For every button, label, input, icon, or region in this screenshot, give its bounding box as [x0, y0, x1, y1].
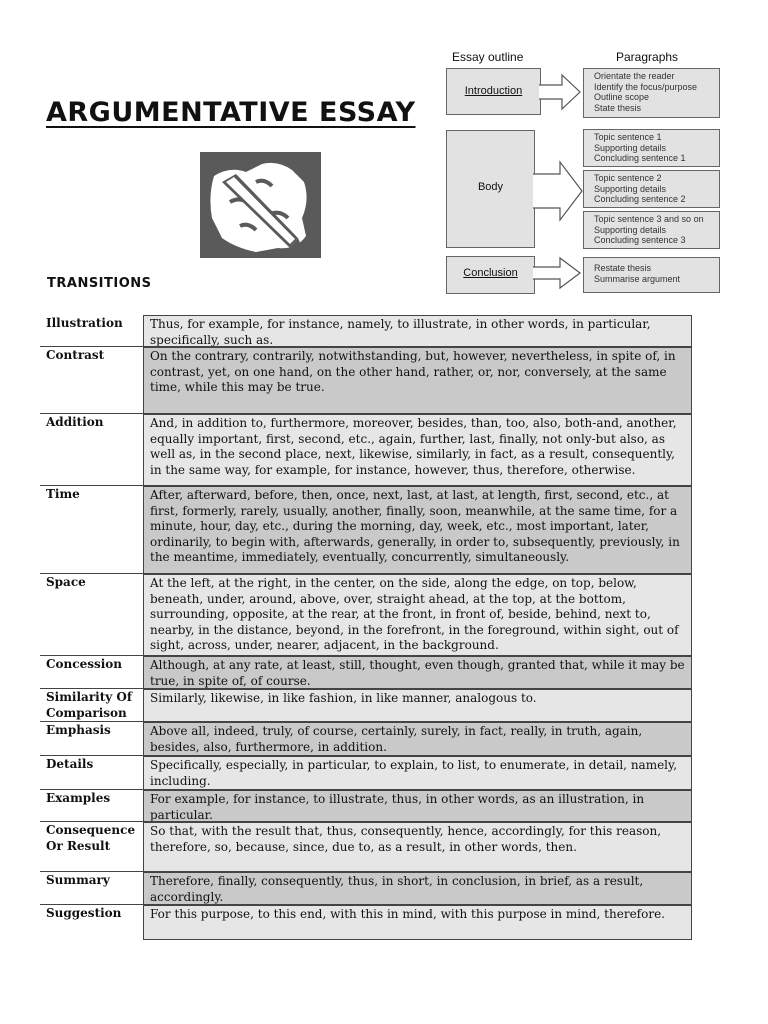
arrow-right-icon	[538, 72, 582, 112]
body-paragraph-1-box: Topic sentence 1 Supporting details Concluding sentence 1	[583, 129, 720, 167]
table-row	[40, 486, 692, 574]
table-row	[40, 822, 692, 872]
essay-outline-diagram	[440, 48, 730, 298]
table-row	[40, 656, 692, 689]
category-label: Details	[46, 757, 94, 771]
table-row	[40, 905, 692, 940]
intro-paragraph-box: Orientate the reader Identify the focus/purpose Outline scope State thesis	[583, 68, 720, 118]
section-heading: TRANSITIONS	[47, 276, 152, 291]
category-label: Addition	[46, 415, 104, 429]
table-row	[40, 689, 692, 722]
conclusion-box: Conclusion	[446, 256, 535, 294]
transition-words: For example, for instance, to illustrate, thus, in other words, as an illustration, in particular.	[143, 790, 692, 822]
category-label: Concession	[46, 657, 123, 671]
body-paragraph-3-box: Topic sentence 3 and so on Supporting details Concluding sentence 3	[583, 211, 720, 249]
table-row	[40, 756, 692, 790]
transition-words: Thus, for example, for instance, namely, to illustrate, in other words, in particular, specifically, such as.	[143, 315, 692, 347]
category-label: Time	[46, 487, 80, 501]
body-paragraph-2-box: Topic sentence 2 Supporting details Concluding sentence 2	[583, 170, 720, 208]
transition-words: Specifically, especially, in particular, to explain, to list, to enumerate, in detail, namely, including.	[143, 756, 692, 790]
outline-column-header: Essay outline	[452, 50, 524, 64]
arrow-right-icon	[532, 160, 584, 222]
table-row	[40, 872, 692, 905]
transition-words: On the contrary, contrarily, notwithstanding, but, however, nevertheless, in spite of, in contrast, yet, on one hand, on the other hand, rather, or, nor, conversely, at the same time, while this may be true.	[143, 347, 692, 414]
category-label: Consequence Or Result	[46, 823, 136, 853]
transition-words: Although, at any rate, at least, still, thought, even though, granted that, while it may be true, in spite of, of course.	[143, 656, 692, 689]
transition-words: So that, with the result that, thus, consequently, hence, accordingly, for this reason, therefore, so, because, since, due to, as a result, in other words, then.	[143, 822, 692, 872]
category-label: Contrast	[46, 348, 105, 362]
page-title: ARGUMENTATIVE ESSAY	[46, 97, 416, 128]
table-row	[40, 315, 692, 347]
transition-words: Therefore, finally, consequently, thus, in short, in conclusion, in brief, as a result, accordingly.	[143, 872, 692, 905]
table-row	[40, 414, 692, 486]
body-box: Body	[446, 130, 535, 248]
category-label: Similarity Of Comparison	[46, 690, 133, 720]
transitions-table	[40, 315, 692, 940]
transition-words: After, afterward, before, then, once, next, last, at last, at length, first, second, etc., at first, formerly, rarely, usually, another, finally, soon, meanwhile, at the same time, for a minute, hour, day, etc., during the morning, day, week, etc., most important, later, ordinarily, to begin with, afterwards, generally, in order to, subsequently, previously, in the meantime, immediately, eventually, concurrently, simultaneously.	[143, 486, 692, 574]
category-label: Examples	[46, 791, 111, 805]
transition-words: And, in addition to, furthermore, moreover, besides, than, too, also, both-and, another, equally important, first, second, etc., again, further, last, finally, not only-but also, as well as, in the second place, next, likewise, similarly, in fact, as a result, consequently, in the same way, for example, for instance, however, thus, therefore, otherwise.	[143, 414, 692, 486]
transition-words: At the left, at the right, in the center, on the side, along the edge, on top, below, beneath, under, around, above, over, straight ahead, at the top, at the bottom, surrounding, opposite, at the rear, at the front, in front of, beside, behind, next to, nearby, in the distance, beyond, in the forefront, in the foreground, within sight, out of sight, across, under, nearer, adjacent, in the background.	[143, 574, 692, 656]
pen-on-paper-icon	[200, 152, 321, 258]
category-label: Illustration	[46, 316, 123, 330]
conclusion-paragraph-box: Restate thesis Summarise argument	[583, 257, 720, 293]
paragraphs-column-header: Paragraphs	[616, 50, 679, 64]
category-label: Summary	[46, 873, 110, 887]
introduction-box: Introduction	[446, 68, 541, 115]
arrow-right-icon	[532, 256, 582, 290]
transition-words: Above all, indeed, truly, of course, certainly, surely, in fact, really, in truth, again, besides, also, furthermore, in addition.	[143, 722, 692, 756]
category-label: Suggestion	[46, 906, 122, 920]
table-row	[40, 722, 692, 756]
table-row	[40, 790, 692, 822]
transition-words: Similarly, likewise, in like fashion, in like manner, analogous to.	[143, 689, 692, 722]
table-row	[40, 347, 692, 414]
transition-words: For this purpose, to this end, with this in mind, with this purpose in mind, therefore.	[143, 905, 692, 940]
category-label: Emphasis	[46, 723, 111, 737]
category-label: Space	[46, 575, 86, 589]
table-row	[40, 574, 692, 656]
